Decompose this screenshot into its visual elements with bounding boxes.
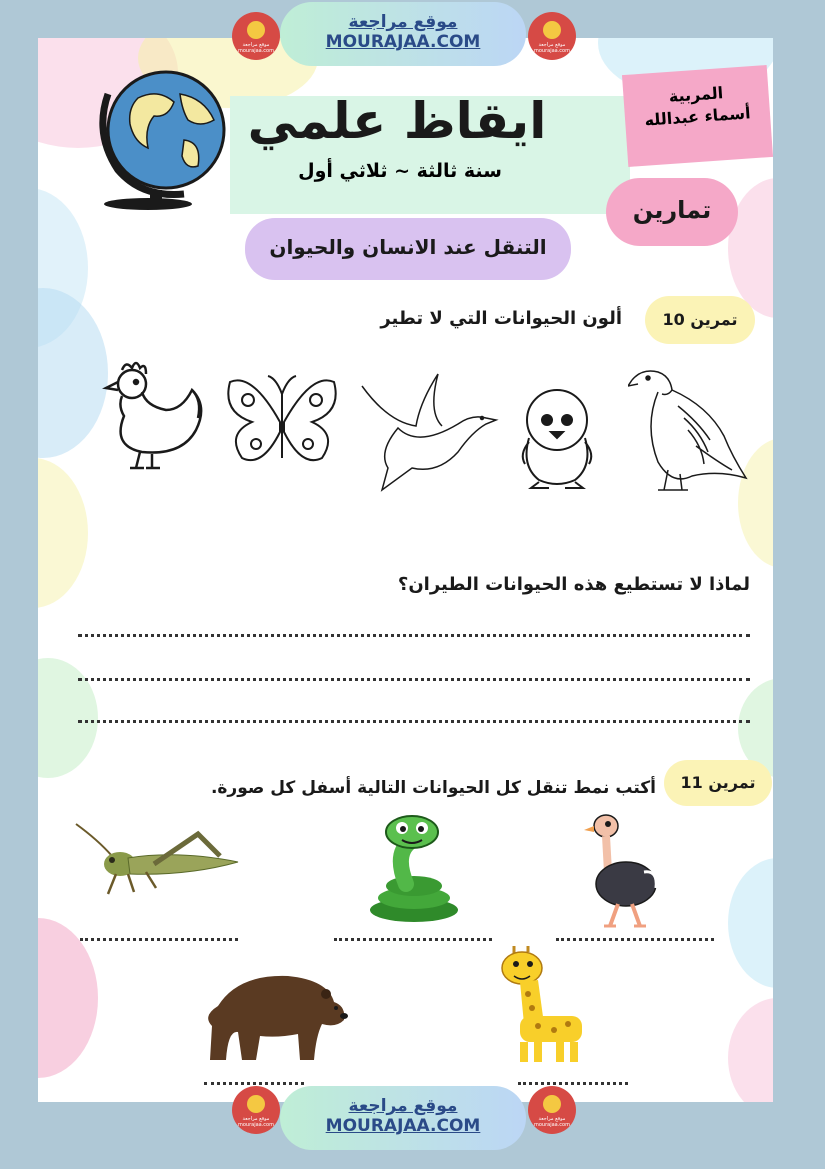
exercise-11-label: تمرين 11 bbox=[680, 773, 756, 792]
globe-icon bbox=[88, 58, 238, 210]
site-url[interactable]: MOURAJAA.COM bbox=[325, 1116, 481, 1136]
dove-icon bbox=[358, 372, 502, 492]
teacher-role: المربية bbox=[668, 83, 724, 106]
site-name-arabic[interactable]: موقع مراجعة bbox=[348, 12, 458, 32]
site-banner-top[interactable] bbox=[280, 2, 526, 66]
decor-blob bbox=[38, 918, 98, 1078]
decor-blob bbox=[728, 998, 773, 1102]
ostrich-image bbox=[584, 812, 660, 932]
site-logo-icon[interactable]: موقع مراجعة mourajaa.com bbox=[232, 1086, 280, 1134]
answer-line-ostrich[interactable] bbox=[556, 936, 714, 941]
site-banner-bottom[interactable] bbox=[280, 1086, 526, 1150]
site-logo-icon[interactable]: موقع مراجعة mourajaa.com bbox=[528, 1086, 576, 1134]
teacher-tag bbox=[622, 65, 773, 167]
page-title: ايقاظ علمي bbox=[247, 92, 547, 150]
answer-line[interactable] bbox=[78, 676, 750, 681]
exercise-10-badge bbox=[645, 296, 755, 344]
exercise-11-instruction: أكتب نمط تنقل كل الحيوانات التالية أسفل كل صورة. bbox=[210, 778, 656, 798]
decor-blob bbox=[728, 858, 773, 988]
answer-line-giraffe[interactable] bbox=[518, 1080, 628, 1085]
site-logo-icon[interactable]: موقع مراجعة mourajaa.com bbox=[528, 12, 576, 60]
lesson-banner bbox=[245, 218, 571, 280]
exercise-11-badge bbox=[664, 760, 772, 806]
eagle-icon bbox=[628, 366, 752, 494]
section-badge bbox=[606, 178, 738, 246]
answer-line-bear[interactable] bbox=[204, 1080, 304, 1085]
grasshopper-image bbox=[68, 820, 244, 900]
butterfly-icon bbox=[222, 372, 342, 472]
exercise-10-question: لماذا لا تستطيع هذه الحيوانات الطيران؟ bbox=[397, 574, 750, 595]
teacher-name: أسماء عبدالله bbox=[643, 103, 752, 130]
site-logo-icon[interactable]: موقع مراجعة mourajaa.com bbox=[232, 12, 280, 60]
page-subtitle: سنة ثالثة ~ ثلاثي أول bbox=[298, 160, 502, 182]
bear-image bbox=[198, 966, 348, 1066]
penguin-icon bbox=[515, 382, 599, 492]
site-url[interactable]: MOURAJAA.COM bbox=[325, 32, 481, 52]
exercise-10-instruction: ألون الحيوانات التي لا تطير bbox=[380, 308, 622, 329]
snake-image bbox=[366, 814, 462, 926]
chicken-icon bbox=[92, 356, 212, 476]
answer-line[interactable] bbox=[78, 718, 750, 723]
decor-blob bbox=[38, 458, 88, 608]
exercise-10-label: تمرين 10 bbox=[662, 310, 738, 329]
answer-line[interactable] bbox=[78, 632, 750, 637]
section-label: تمارين bbox=[632, 196, 712, 224]
site-name-arabic[interactable]: موقع مراجعة bbox=[348, 1096, 458, 1116]
giraffe-image bbox=[498, 946, 590, 1068]
answer-line-grasshopper[interactable] bbox=[80, 936, 238, 941]
lesson-title: التنقل عند الانسان والحيوان bbox=[269, 235, 547, 259]
answer-line-snake[interactable] bbox=[334, 936, 492, 941]
